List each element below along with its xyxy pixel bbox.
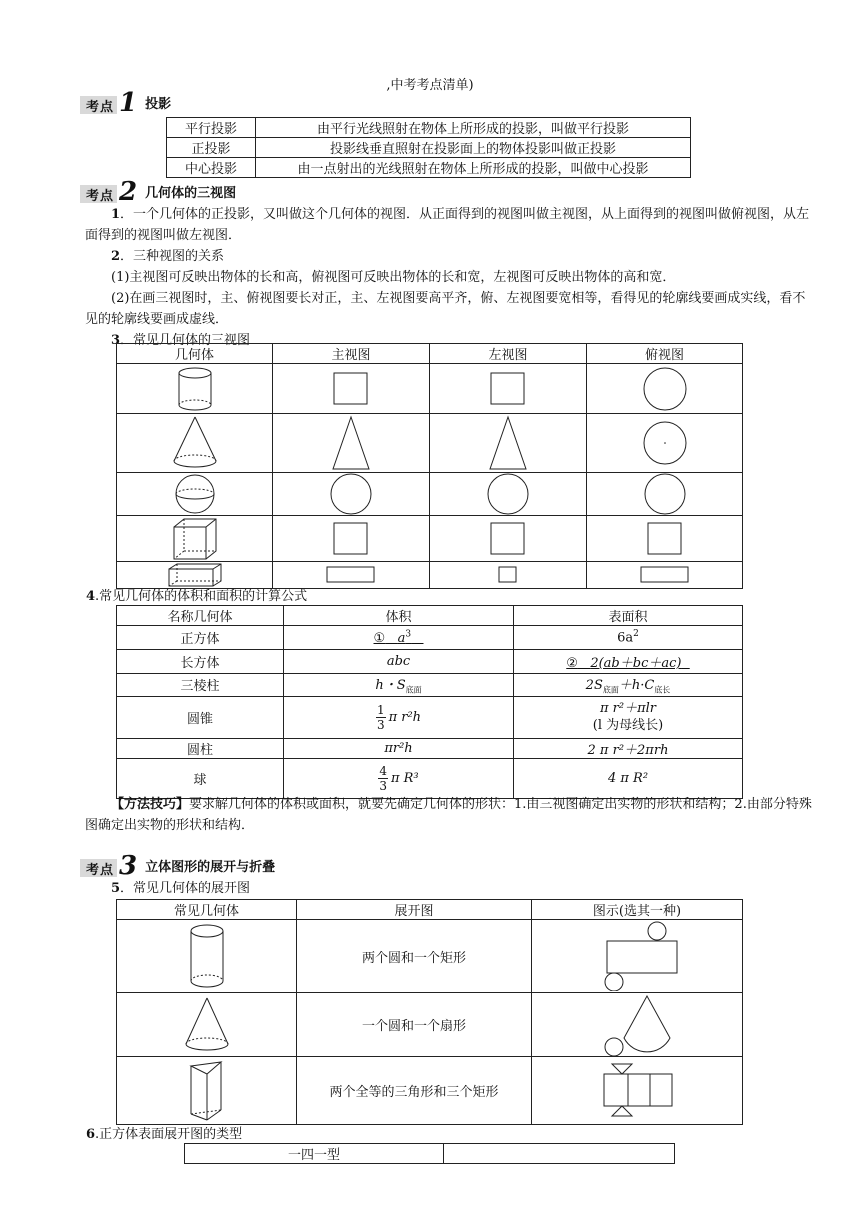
section1-heading	[80, 88, 172, 118]
unfold-description-cell: 一个圆和一个扇形	[297, 993, 532, 1057]
kaodian-number: 2	[119, 177, 138, 207]
tip-text: 要求解几何体的体积或面积，就要先确定几何体的形状：1.由三视图确定出实物的形状和结构；2.由部分特殊图确定出实物的形状和结构．	[85, 797, 812, 833]
net-figure-cell	[532, 920, 743, 993]
cylinder-solid-cell	[117, 364, 273, 414]
column-header: 名称几何体	[117, 606, 284, 626]
surface-area-cell: 4 π R²	[514, 758, 743, 798]
rectangle-view	[326, 566, 376, 584]
paragraph: 4.常见几何体的体积和面积的计算公式	[86, 589, 308, 604]
page-header: ,中考考点清单)	[386, 78, 474, 93]
paragraph: 1．一个几何体的正投影，又叫做这个几何体的视图．从正面得到的视图叫做主视图，从上面得到的视图叫做俯视图，从左面得到的视图叫做左视图．	[85, 207, 810, 243]
cylinder-figure	[187, 923, 227, 989]
table-row	[117, 758, 743, 798]
unfold-description-cell: 两个圆和一个矩形	[297, 920, 532, 993]
section-title: 几何体的三视图	[145, 186, 237, 201]
solid-name-cell: 正方体	[117, 626, 284, 650]
sphere-figure	[173, 473, 217, 515]
cube-solid-cell	[117, 516, 273, 562]
cylinder-net-figure	[592, 921, 682, 991]
table-row	[117, 562, 743, 589]
table-row	[117, 738, 743, 758]
kaodian-number: 1	[119, 88, 138, 118]
front-view-cell	[273, 414, 430, 473]
prism-solid-cell	[117, 1057, 297, 1125]
volume-cell	[284, 696, 514, 738]
table-row	[117, 473, 743, 516]
term-cell: 中心投影	[167, 158, 256, 178]
rectangle-view	[640, 566, 690, 584]
tip-label: 【方法技巧】	[111, 797, 190, 812]
top-view-cell	[587, 414, 743, 473]
paragraph: 2．三种视图的关系	[111, 249, 225, 264]
definition-cell: 投影线垂直照射在投影面上的物体投影叫做正投影	[256, 138, 691, 158]
front-view-cell	[273, 516, 430, 562]
solid-name-cell: 圆锥	[117, 696, 284, 738]
cone-figure	[170, 415, 220, 471]
top-view-cell	[587, 473, 743, 516]
section3-heading	[80, 851, 276, 881]
table-row	[167, 118, 691, 138]
side-view-cell	[430, 516, 587, 562]
section2-heading	[80, 177, 237, 207]
paragraph: 5．常见几何体的展开图	[111, 881, 251, 896]
surface-area-cell: 2 π r²＋2πrh	[514, 738, 743, 758]
net-figure-cell	[532, 1057, 743, 1125]
solid-name-cell: 三棱柱	[117, 674, 284, 697]
circle-view	[642, 473, 688, 515]
kaodian-badge: 考点	[80, 859, 117, 877]
small-square-view	[498, 566, 518, 584]
cone-solid-cell	[117, 414, 273, 473]
cylinder-solid-cell	[117, 920, 297, 993]
column-header: 几何体	[117, 344, 273, 364]
sphere-solid-cell	[117, 473, 273, 516]
circle-view	[485, 473, 531, 515]
unfold-description-cell: 两个全等的三角形和三个矩形	[297, 1057, 532, 1125]
table-row	[117, 696, 743, 738]
table-row	[117, 993, 743, 1057]
table-header-row	[117, 344, 743, 364]
net-figure-cell	[444, 1144, 675, 1164]
square-view	[333, 372, 369, 406]
cuboid-solid-cell	[117, 562, 273, 589]
table-row	[185, 1144, 675, 1164]
volume-cell: πr²h	[284, 738, 514, 758]
cuboid-figure	[167, 562, 223, 588]
front-view-cell	[273, 562, 430, 589]
top-view-cell	[587, 516, 743, 562]
cone-solid-cell	[117, 993, 297, 1057]
column-header: 展开图	[297, 900, 532, 920]
solid-name-cell: 球	[117, 758, 284, 798]
cone-net-figure	[592, 994, 682, 1056]
surface-area-cell: $6a^2$	[514, 626, 743, 650]
square-view	[490, 372, 526, 406]
triangle-view	[331, 415, 371, 471]
table-row	[117, 626, 743, 650]
table-row	[117, 364, 743, 414]
paragraph: 6.正方体表面展开图的类型	[86, 1127, 243, 1142]
term-cell: 平行投影	[167, 118, 256, 138]
definition-cell: 由一点射出的光线照射在物体上所形成的投影，叫做中心投影	[256, 158, 691, 178]
definition-cell: 由平行光线照射在物体上所形成的投影，叫做平行投影	[256, 118, 691, 138]
column-header: 俯视图	[587, 344, 743, 364]
side-view-cell	[430, 473, 587, 516]
three-views-table	[116, 343, 743, 589]
paragraph: (2)在画三视图时，主、俯视图要长对正，主、左视图要高平齐，俯、左视图要宽相等，看得见的轮廓线要画成实线，看不见的轮廓线要画成虚线．	[85, 291, 806, 327]
triangular-prism-figure	[187, 1060, 227, 1122]
table-row	[117, 516, 743, 562]
column-header: 左视图	[430, 344, 587, 364]
table-row	[117, 414, 743, 473]
column-header: 常见几何体	[117, 900, 297, 920]
table-header-row	[117, 900, 743, 920]
table-row	[167, 158, 691, 178]
front-view-cell	[273, 473, 430, 516]
net-figure-cell	[532, 993, 743, 1057]
fraction-formula: 1 3 π r²h	[376, 702, 422, 732]
surface-area-cell: π r²＋πlr (l 为母线长)	[514, 696, 743, 738]
top-view-cell	[587, 562, 743, 589]
kaodian-number: 3	[119, 851, 138, 881]
side-view-cell	[430, 562, 587, 589]
paragraph: 3．常见几何体的三视图	[111, 333, 251, 348]
square-view	[333, 522, 369, 556]
kaodian-badge: 考点	[80, 96, 117, 114]
method-tip	[85, 794, 815, 836]
side-view-cell	[430, 364, 587, 414]
term-cell: 正投影	[167, 138, 256, 158]
column-header: 图示(选其一种)	[532, 900, 743, 920]
cube-figure	[172, 517, 218, 561]
volume-cell: h・$S_{底面}$	[284, 674, 514, 697]
table-row	[167, 138, 691, 158]
front-view-cell	[273, 364, 430, 414]
paragraph: (1)主视图可反映出物体的长和高，俯视图可反映出物体的长和宽，左视图可反映出物体的高和宽．	[111, 270, 676, 285]
column-header: 体积	[284, 606, 514, 626]
kaodian-badge: 考点	[80, 185, 117, 203]
surface-area-cell: $2S_{底面}+h\cdot C_{底长}$	[514, 674, 743, 697]
formula-table	[116, 605, 743, 799]
top-view-cell	[587, 364, 743, 414]
table-row	[117, 1057, 743, 1125]
table-header-row	[117, 606, 743, 626]
square-view	[647, 522, 683, 556]
section-title: 立体图形的展开与折叠	[145, 860, 276, 875]
column-header: 表面积	[514, 606, 743, 626]
cube-net-types-table	[184, 1143, 675, 1164]
surface-area-cell: ② 2(ab＋bc＋ac)	[514, 650, 743, 674]
projection-table	[166, 117, 691, 178]
prism-net-figure	[592, 1060, 682, 1122]
triangle-view	[488, 415, 528, 471]
cone-figure	[182, 996, 232, 1054]
net-type-cell: 一四一型	[185, 1144, 444, 1164]
cylinder-figure	[175, 366, 215, 412]
fraction-formula: 4 3 π R³	[379, 763, 419, 793]
volume-cell	[284, 758, 514, 798]
unfold-table	[116, 899, 743, 1125]
side-view-cell	[430, 414, 587, 473]
circle-with-center-view	[642, 420, 688, 466]
solid-name-cell: 长方体	[117, 650, 284, 674]
column-header: 主视图	[273, 344, 430, 364]
table-row	[117, 674, 743, 697]
volume-cell: ① $a^3$	[284, 626, 514, 650]
section-title: 投影	[145, 97, 172, 112]
table-row	[117, 650, 743, 674]
solid-name-cell: 圆柱	[117, 738, 284, 758]
square-view	[490, 522, 526, 556]
circle-view	[642, 366, 688, 412]
circle-view	[328, 473, 374, 515]
table-row	[117, 920, 743, 993]
volume-cell: abc	[284, 650, 514, 674]
